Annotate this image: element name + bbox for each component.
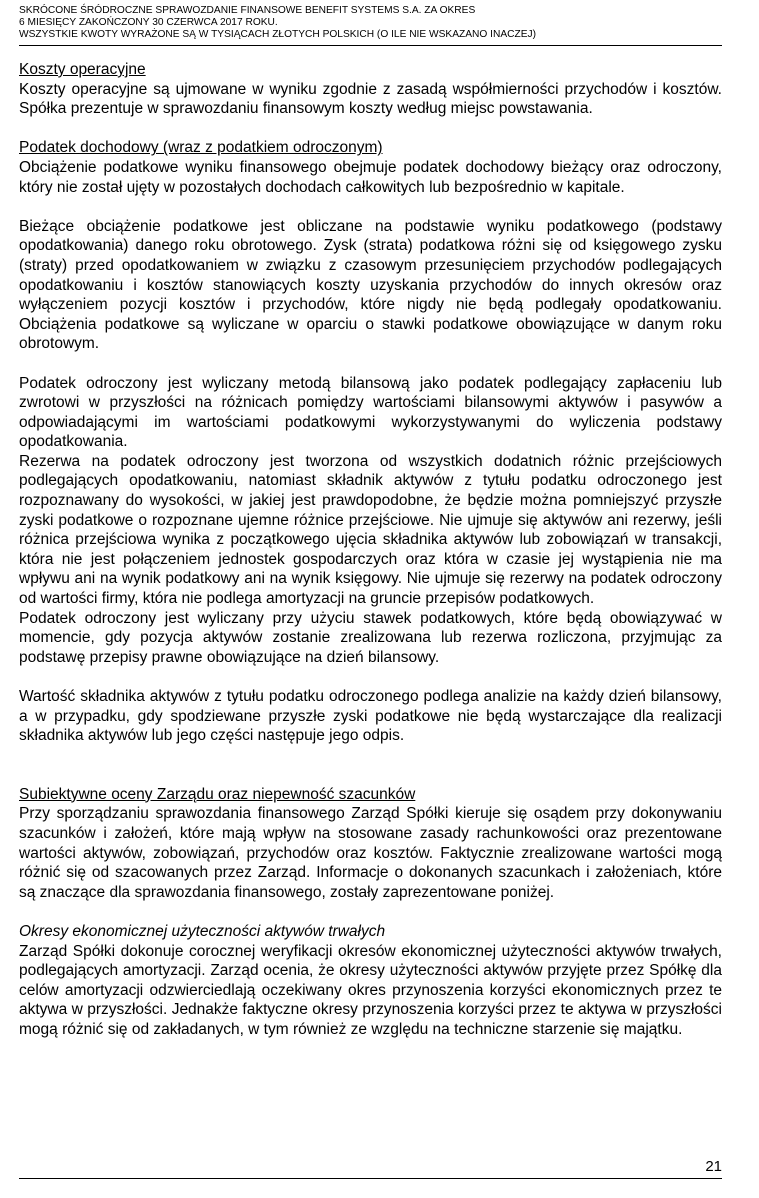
document-body: [19, 60, 722, 1040]
footer-divider: [19, 1178, 722, 1179]
document-page: [19, 0, 722, 1040]
paragraph-podatek-6: Wartość składnika aktywów z tytułu podatku odroczonego podlega analizie na każdy dzień bilansowy, a w przypadku, gdy spodziewane przyszłe zyski podatkowe nie będą wystarczające dla realizacji składnika aktywów lub jego części następuje jego odpis.: [19, 688, 722, 745]
heading-koszty-operacyjne: Koszty operacyjne: [19, 61, 146, 78]
paragraph-podatek-3: Podatek odroczony jest wyliczany metodą bilansową jako podatek podlegający zapłaceniu lub zwrotowi w przyszłości na różnicach pomiędzy wartościami bilansowymi aktywów i pasywów a odpowiadającymi im wartościami podatkowymi wykorzystywanymi do wyliczenia podstawy opodatkowania.: [19, 374, 722, 451]
header-line-2: 6 MIESIĘCY ZAKOŃCZONY 30 CZERWCA 2017 ROKU.: [19, 17, 278, 28]
paragraph-podatek-5: Podatek odroczony jest wyliczany przy użyciu stawek podatkowych, które będą obowiązywać w momencie, gdy pozycja aktywów zostanie zrealizowana lub rezerwa rozliczona, przyjmując za podstawę przepisy prawne obowiązujące na dzień bilansowy.: [19, 609, 722, 666]
header-line-1: SKRÓCONE ŚRÓDROCZNE SPRAWOZDANIE FINANSOWE BENEFIT SYSTEMS S.A. ZA OKRES: [19, 5, 476, 16]
header-line-3: WSZYSTKIE KWOTY WYRAŻONE SĄ W TYSIĄCACH ZŁOTYCH POLSKICH (O ILE NIE WSKAZANO INACZEJ): [19, 29, 536, 40]
heading-podatek-dochodowy: Podatek dochodowy (wraz z podatkiem odroczonym): [19, 139, 383, 157]
page-number: 21: [705, 1158, 722, 1175]
paragraph-okresy: Zarząd Spółki dokonuje corocznej weryfikacji okresów ekonomicznej użyteczności aktywów trwałych, podlegających amortyzacji. Zarząd ocenia, że okresy użyteczności aktywów przyjęte przez Spółkę dla celów amortyzacji odzwierciedlają oczekiwany okres przynoszenia korzyści ekonomicznych przez te aktywa w przyszłości. Jednakże faktyczne okresy przynoszenia korzyści przez te aktywa w przyszłości mogą różnić się od zakładanych, w tym również ze względu na techniczne starzenie się majątku.: [19, 942, 722, 1038]
heading-subiektywne-oceny: Subiektywne oceny Zarządu oraz niepewność szacunków: [19, 785, 416, 803]
paragraph-podatek-1: Obciążenie podatkowe wyniku finansowego obejmuje podatek dochodowy bieżący oraz odroczony, który nie został ujęty w pozostałych dochodach całkowitych lub bezpośrednio w kapitale.: [19, 158, 722, 196]
paragraph-koszty: Koszty operacyjne są ujmowane w wyniku zgodnie z zasadą współmierności przychodów i kosztów. Spółka prezentuje w sprawozdaniu finansowym koszty według miejsc powstawania.: [19, 80, 722, 118]
paragraph-podatek-4: Rezerwa na podatek odroczony jest tworzona od wszystkich dodatnich różnic przejściowych podlegających opodatkowaniu, natomiast składnik aktywów z tytułu podatku odroczonego jest rozpoznawany do wysokości, w jakiej jest prawdopodobne, że będzie można pomniejszyć przyszłe zyski podatkowe o rozpoznane ujemne różnice przejściowe. Nie ujmuje się aktywów ani rezerwy, jeśli różnica przejściowa wynika z początkowego ujęcia składnika aktywów lub zobowiązań w transakcji, która nie jest połączeniem jednostek gospodarczych oraz która w czasie jej wystąpienia nie ma wpływu ani na wynik podatkowy ani na wynik księgowy. Nie ujmuje się rezerwy na podatek odroczony od wartości firmy, która nie podlega amortyzacji na gruncie przepisów podatkowych.: [19, 452, 722, 608]
heading-okresy-uzytecznosci: Okresy ekonomicznej użyteczności aktywów trwałych: [19, 922, 386, 940]
paragraph-subiektywne: Przy sporządzaniu sprawozdania finansowego Zarząd Spółki kieruje się osądem przy dokonywaniu szacunków i założeń, które mają wpływ na stosowane zasady rachunkowości oraz prezentowane wartości aktywów, zobowiązań, przychodów oraz kosztów. Faktycznie zrealizowane wartości mogą różnić się od szacowanych przez Zarząd. Informacje o dokonanych szacunkach i założeniach, które są znaczące dla sprawozdania finansowego, zostały zaprezentowane poniżej.: [19, 805, 722, 901]
document-header: [19, 5, 722, 41]
header-divider: [19, 45, 722, 46]
paragraph-podatek-2: Bieżące obciążenie podatkowe jest obliczane na podstawie wyniku podatkowego (podstawy opodatkowania) danego roku obrotowego. Zysk (strata) podatkowa różni się od księgowego zysku (straty) przed opodatkowaniem w związku z czasowym przesunięciem przychodów podlegających opodatkowaniu i kosztów stanowiących koszty uzyskania przychodów do innych okresów oraz wyłączeniem pozycji kosztów i przychodów, które nigdy nie będą podlegały opodatkowaniu. Obciążenia podatkowe są wyliczane w oparciu o stawki podatkowe obowiązujące w danym roku obrotowym.: [19, 217, 722, 353]
